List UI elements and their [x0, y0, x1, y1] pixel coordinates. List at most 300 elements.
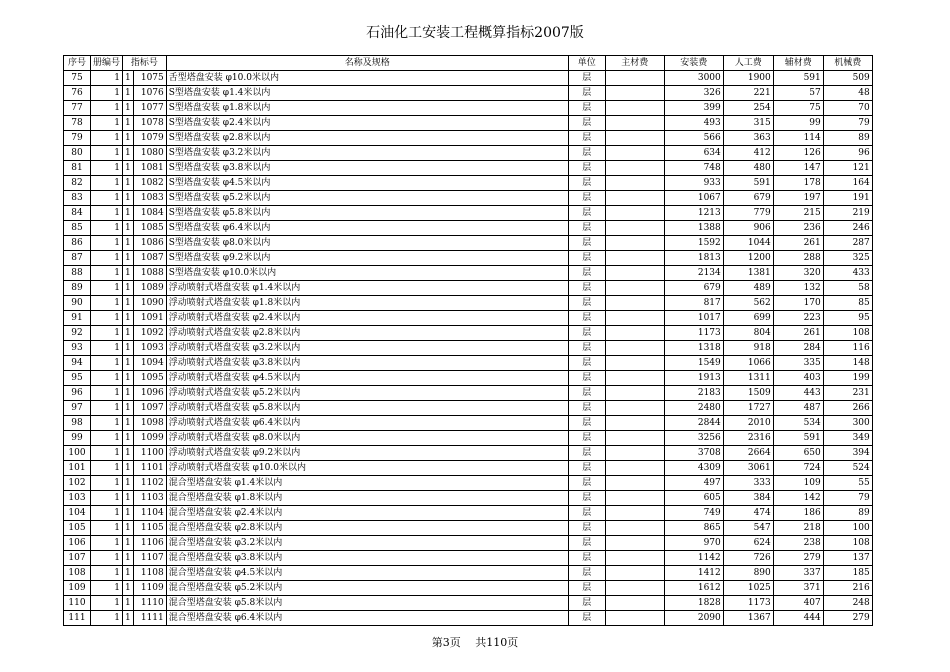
cell-aux-cost: 443 — [773, 386, 823, 401]
cell-labor-cost: 2664 — [723, 446, 773, 461]
table-row — [64, 476, 873, 491]
cell-install-cost: 1813 — [664, 251, 723, 266]
cell-aux-cost: 99 — [773, 116, 823, 131]
cell-volume: 1 — [91, 116, 123, 131]
cell-material-cost — [605, 431, 664, 446]
cell-aux-cost: 236 — [773, 221, 823, 236]
table-row — [64, 356, 873, 371]
cell-machine-cost: 199 — [823, 371, 872, 386]
cell-name: 混合型塔盘安装 φ2.4米以内 — [166, 506, 568, 521]
table-row — [64, 446, 873, 461]
cell-aux-cost: 371 — [773, 581, 823, 596]
cell-sub: 1 — [123, 281, 134, 296]
cell-sub: 1 — [123, 581, 134, 596]
cell-seq: 80 — [64, 146, 91, 161]
cell-sub: 1 — [123, 176, 134, 191]
cell-unit: 层 — [568, 401, 605, 416]
cell-name: 混合型塔盘安装 φ6.4米以内 — [166, 611, 568, 626]
cell-unit: 层 — [568, 86, 605, 101]
cell-index-no: 1103 — [133, 491, 166, 506]
cell-labor-cost: 779 — [723, 206, 773, 221]
cell-name: 浮动喷射式塔盘安装 φ6.4米以内 — [166, 416, 568, 431]
cell-name: 浮动喷射式塔盘安装 φ3.8米以内 — [166, 356, 568, 371]
header-index-no: 指标号 — [123, 56, 167, 71]
cell-index-no: 1106 — [133, 536, 166, 551]
cell-labor-cost: 1900 — [723, 71, 773, 86]
cell-install-cost: 749 — [664, 506, 723, 521]
header-aux-cost: 辅材费 — [773, 56, 823, 71]
table-row — [64, 341, 873, 356]
cell-seq: 87 — [64, 251, 91, 266]
cell-unit: 层 — [568, 506, 605, 521]
cell-install-cost: 679 — [664, 281, 723, 296]
cell-machine-cost: 100 — [823, 521, 872, 536]
cell-sub: 1 — [123, 551, 134, 566]
cell-machine-cost: 55 — [823, 476, 872, 491]
cell-volume: 1 — [91, 491, 123, 506]
cell-volume: 1 — [91, 221, 123, 236]
cell-index-no: 1087 — [133, 251, 166, 266]
cell-labor-cost: 2010 — [723, 416, 773, 431]
cell-install-cost: 2844 — [664, 416, 723, 431]
cell-install-cost: 1213 — [664, 206, 723, 221]
cell-install-cost: 605 — [664, 491, 723, 506]
header-material-cost: 主材费 — [605, 56, 664, 71]
cell-index-no: 1108 — [133, 566, 166, 581]
cell-index-no: 1100 — [133, 446, 166, 461]
cell-aux-cost: 337 — [773, 566, 823, 581]
cell-seq: 76 — [64, 86, 91, 101]
cell-index-no: 1078 — [133, 116, 166, 131]
table-row — [64, 161, 873, 176]
cell-labor-cost: 1727 — [723, 401, 773, 416]
table-row — [64, 251, 873, 266]
cell-index-no: 1104 — [133, 506, 166, 521]
cell-labor-cost: 547 — [723, 521, 773, 536]
cell-material-cost — [605, 131, 664, 146]
cell-aux-cost: 591 — [773, 71, 823, 86]
cell-unit: 层 — [568, 581, 605, 596]
cell-aux-cost: 178 — [773, 176, 823, 191]
cell-name: S型塔盘安装 φ8.0米以内 — [166, 236, 568, 251]
cell-index-no: 1081 — [133, 161, 166, 176]
cell-index-no: 1077 — [133, 101, 166, 116]
cell-seq: 88 — [64, 266, 91, 281]
cell-aux-cost: 279 — [773, 551, 823, 566]
cell-sub: 1 — [123, 116, 134, 131]
cell-install-cost: 3708 — [664, 446, 723, 461]
cell-unit: 层 — [568, 281, 605, 296]
cell-index-no: 1075 — [133, 71, 166, 86]
cell-name: 浮动喷射式塔盘安装 φ9.2米以内 — [166, 446, 568, 461]
cell-labor-cost: 2316 — [723, 431, 773, 446]
cell-machine-cost: 246 — [823, 221, 872, 236]
cell-name: 浮动喷射式塔盘安装 φ10.0米以内 — [166, 461, 568, 476]
cell-unit: 层 — [568, 266, 605, 281]
cell-name: 混合型塔盘安装 φ3.2米以内 — [166, 536, 568, 551]
cell-material-cost — [605, 491, 664, 506]
cell-material-cost — [605, 551, 664, 566]
cell-name: S型塔盘安装 φ5.2米以内 — [166, 191, 568, 206]
cell-aux-cost: 126 — [773, 146, 823, 161]
cell-material-cost — [605, 176, 664, 191]
table-row — [64, 581, 873, 596]
cell-unit: 层 — [568, 536, 605, 551]
cell-unit: 层 — [568, 221, 605, 236]
cell-index-no: 1080 — [133, 146, 166, 161]
cell-sub: 1 — [123, 326, 134, 341]
cell-install-cost: 2480 — [664, 401, 723, 416]
cell-seq: 98 — [64, 416, 91, 431]
cell-index-no: 1099 — [133, 431, 166, 446]
cell-seq: 106 — [64, 536, 91, 551]
cell-install-cost: 566 — [664, 131, 723, 146]
cell-material-cost — [605, 191, 664, 206]
cell-index-no: 1101 — [133, 461, 166, 476]
cell-install-cost: 399 — [664, 101, 723, 116]
table-row — [64, 191, 873, 206]
cell-install-cost: 1913 — [664, 371, 723, 386]
cell-sub: 1 — [123, 86, 134, 101]
cell-volume: 1 — [91, 86, 123, 101]
cell-index-no: 1102 — [133, 476, 166, 491]
cell-index-no: 1082 — [133, 176, 166, 191]
cell-labor-cost: 363 — [723, 131, 773, 146]
cell-sub: 1 — [123, 416, 134, 431]
cell-sub: 1 — [123, 131, 134, 146]
cell-aux-cost: 114 — [773, 131, 823, 146]
cell-seq: 100 — [64, 446, 91, 461]
cell-seq: 91 — [64, 311, 91, 326]
cell-labor-cost: 1025 — [723, 581, 773, 596]
cell-seq: 85 — [64, 221, 91, 236]
page-title: 石油化工安装工程概算指标2007版 — [366, 25, 584, 41]
cell-index-no: 1091 — [133, 311, 166, 326]
cell-labor-cost: 315 — [723, 116, 773, 131]
cell-sub: 1 — [123, 506, 134, 521]
cell-material-cost — [605, 116, 664, 131]
cell-seq: 84 — [64, 206, 91, 221]
cell-unit: 层 — [568, 326, 605, 341]
cell-machine-cost: 216 — [823, 581, 872, 596]
cell-labor-cost: 890 — [723, 566, 773, 581]
cell-seq: 92 — [64, 326, 91, 341]
cell-name: 舌型塔盘安装 φ10.0米以内 — [166, 71, 568, 86]
cell-name: 浮动喷射式塔盘安装 φ4.5米以内 — [166, 371, 568, 386]
cell-name: S型塔盘安装 φ6.4米以内 — [166, 221, 568, 236]
cell-aux-cost: 284 — [773, 341, 823, 356]
cell-machine-cost: 164 — [823, 176, 872, 191]
cell-material-cost — [605, 506, 664, 521]
table-row — [64, 311, 873, 326]
cell-volume: 1 — [91, 566, 123, 581]
cell-seq: 93 — [64, 341, 91, 356]
table-row — [64, 131, 873, 146]
cell-install-cost: 1612 — [664, 581, 723, 596]
cell-labor-cost: 1173 — [723, 596, 773, 611]
cell-machine-cost: 509 — [823, 71, 872, 86]
cell-machine-cost: 524 — [823, 461, 872, 476]
cell-volume: 1 — [91, 206, 123, 221]
cell-material-cost — [605, 401, 664, 416]
cell-unit: 层 — [568, 551, 605, 566]
cell-volume: 1 — [91, 341, 123, 356]
cell-seq: 81 — [64, 161, 91, 176]
cell-volume: 1 — [91, 581, 123, 596]
cell-seq: 104 — [64, 506, 91, 521]
cell-name: 混合型塔盘安装 φ2.8米以内 — [166, 521, 568, 536]
cell-material-cost — [605, 206, 664, 221]
cell-material-cost — [605, 536, 664, 551]
cell-labor-cost: 624 — [723, 536, 773, 551]
cell-sub: 1 — [123, 161, 134, 176]
cell-volume: 1 — [91, 461, 123, 476]
cell-index-no: 1111 — [133, 611, 166, 626]
cell-seq: 102 — [64, 476, 91, 491]
cell-unit: 层 — [568, 191, 605, 206]
cell-sub: 1 — [123, 566, 134, 581]
cell-install-cost: 497 — [664, 476, 723, 491]
cell-volume: 1 — [91, 416, 123, 431]
table-row — [64, 266, 873, 281]
cell-sub: 1 — [123, 521, 134, 536]
cell-machine-cost: 108 — [823, 536, 872, 551]
cell-unit: 层 — [568, 176, 605, 191]
cell-install-cost: 970 — [664, 536, 723, 551]
cell-seq: 79 — [64, 131, 91, 146]
table-row — [64, 431, 873, 446]
cell-machine-cost: 287 — [823, 236, 872, 251]
cell-sub: 1 — [123, 311, 134, 326]
cell-unit: 层 — [568, 521, 605, 536]
cell-index-no: 1109 — [133, 581, 166, 596]
cell-install-cost: 3000 — [664, 71, 723, 86]
table-row — [64, 176, 873, 191]
cell-machine-cost: 325 — [823, 251, 872, 266]
cell-machine-cost: 279 — [823, 611, 872, 626]
cell-index-no: 1096 — [133, 386, 166, 401]
cell-volume: 1 — [91, 161, 123, 176]
cell-seq: 107 — [64, 551, 91, 566]
cell-unit: 层 — [568, 356, 605, 371]
cell-install-cost: 1067 — [664, 191, 723, 206]
cell-index-no: 1094 — [133, 356, 166, 371]
table-row — [64, 536, 873, 551]
cell-labor-cost: 591 — [723, 176, 773, 191]
cell-machine-cost: 89 — [823, 131, 872, 146]
cell-name: 浮动喷射式塔盘安装 φ5.8米以内 — [166, 401, 568, 416]
cell-install-cost: 1388 — [664, 221, 723, 236]
cell-seq: 110 — [64, 596, 91, 611]
cell-name: S型塔盘安装 φ3.2米以内 — [166, 146, 568, 161]
cell-install-cost: 1017 — [664, 311, 723, 326]
cell-sub: 1 — [123, 611, 134, 626]
header-volume: 册编号 — [91, 56, 123, 71]
cell-labor-cost: 254 — [723, 101, 773, 116]
cell-install-cost: 1173 — [664, 326, 723, 341]
cell-name: 混合型塔盘安装 φ5.8米以内 — [166, 596, 568, 611]
cell-volume: 1 — [91, 386, 123, 401]
cell-install-cost: 1549 — [664, 356, 723, 371]
cell-name: S型塔盘安装 φ10.0米以内 — [166, 266, 568, 281]
cell-sub: 1 — [123, 341, 134, 356]
cell-volume: 1 — [91, 356, 123, 371]
cell-volume: 1 — [91, 506, 123, 521]
cell-index-no: 1095 — [133, 371, 166, 386]
cell-machine-cost: 248 — [823, 596, 872, 611]
cell-install-cost: 933 — [664, 176, 723, 191]
cell-material-cost — [605, 386, 664, 401]
cell-aux-cost: 142 — [773, 491, 823, 506]
cell-unit: 层 — [568, 206, 605, 221]
cell-material-cost — [605, 266, 664, 281]
cell-labor-cost: 412 — [723, 146, 773, 161]
cell-material-cost — [605, 566, 664, 581]
cell-volume: 1 — [91, 611, 123, 626]
cell-material-cost — [605, 281, 664, 296]
cell-volume: 1 — [91, 551, 123, 566]
cell-machine-cost: 85 — [823, 296, 872, 311]
cell-name: 混合型塔盘安装 φ3.8米以内 — [166, 551, 568, 566]
cell-labor-cost: 221 — [723, 86, 773, 101]
cell-index-no: 1107 — [133, 551, 166, 566]
cell-material-cost — [605, 461, 664, 476]
cell-sub: 1 — [123, 371, 134, 386]
cell-machine-cost: 108 — [823, 326, 872, 341]
cell-unit: 层 — [568, 491, 605, 506]
cell-seq: 77 — [64, 101, 91, 116]
table-row — [64, 596, 873, 611]
cell-seq: 96 — [64, 386, 91, 401]
cell-install-cost: 634 — [664, 146, 723, 161]
table-row — [64, 491, 873, 506]
cell-material-cost — [605, 86, 664, 101]
cell-sub: 1 — [123, 296, 134, 311]
cell-material-cost — [605, 356, 664, 371]
table-row — [64, 101, 873, 116]
cell-install-cost: 493 — [664, 116, 723, 131]
cell-volume: 1 — [91, 326, 123, 341]
cell-labor-cost: 480 — [723, 161, 773, 176]
cell-unit: 层 — [568, 416, 605, 431]
cell-install-cost: 1142 — [664, 551, 723, 566]
table-row — [64, 611, 873, 626]
cell-sub: 1 — [123, 101, 134, 116]
cell-install-cost: 1318 — [664, 341, 723, 356]
cell-sub: 1 — [123, 266, 134, 281]
cell-material-cost — [605, 476, 664, 491]
cell-unit: 层 — [568, 461, 605, 476]
cell-sub: 1 — [123, 446, 134, 461]
cell-name: S型塔盘安装 φ1.8米以内 — [166, 101, 568, 116]
cell-volume: 1 — [91, 536, 123, 551]
cell-machine-cost: 121 — [823, 161, 872, 176]
cell-machine-cost: 48 — [823, 86, 872, 101]
cell-seq: 97 — [64, 401, 91, 416]
cell-seq: 111 — [64, 611, 91, 626]
cell-index-no: 1085 — [133, 221, 166, 236]
cell-labor-cost: 804 — [723, 326, 773, 341]
cell-sub: 1 — [123, 431, 134, 446]
cell-index-no: 1098 — [133, 416, 166, 431]
cell-volume: 1 — [91, 311, 123, 326]
cell-name: 混合型塔盘安装 φ1.8米以内 — [166, 491, 568, 506]
cell-volume: 1 — [91, 71, 123, 86]
cell-labor-cost: 474 — [723, 506, 773, 521]
cell-volume: 1 — [91, 371, 123, 386]
table-row — [64, 86, 873, 101]
cell-sub: 1 — [123, 491, 134, 506]
cell-seq: 101 — [64, 461, 91, 476]
cell-install-cost: 2090 — [664, 611, 723, 626]
cell-index-no: 1086 — [133, 236, 166, 251]
cell-machine-cost: 394 — [823, 446, 872, 461]
cell-unit: 层 — [568, 446, 605, 461]
cell-volume: 1 — [91, 596, 123, 611]
cell-unit: 层 — [568, 146, 605, 161]
cell-seq: 94 — [64, 356, 91, 371]
header-install-cost: 安装费 — [664, 56, 723, 71]
cell-name: S型塔盘安装 φ5.8米以内 — [166, 206, 568, 221]
cell-unit: 层 — [568, 236, 605, 251]
cell-install-cost: 865 — [664, 521, 723, 536]
cell-aux-cost: 444 — [773, 611, 823, 626]
cell-seq: 103 — [64, 491, 91, 506]
cell-volume: 1 — [91, 401, 123, 416]
cell-labor-cost: 1200 — [723, 251, 773, 266]
header-machine-cost: 机械费 — [823, 56, 872, 71]
cell-unit: 层 — [568, 611, 605, 626]
cell-name: 混合型塔盘安装 φ1.4米以内 — [166, 476, 568, 491]
cell-machine-cost: 219 — [823, 206, 872, 221]
table-row — [64, 326, 873, 341]
table-row — [64, 371, 873, 386]
page-footer: 第3页 共110页 — [431, 636, 519, 649]
cell-seq: 99 — [64, 431, 91, 446]
cell-machine-cost: 89 — [823, 506, 872, 521]
cell-seq: 89 — [64, 281, 91, 296]
cell-material-cost — [605, 221, 664, 236]
cell-name: 浮动喷射式塔盘安装 φ2.4米以内 — [166, 311, 568, 326]
cell-machine-cost: 349 — [823, 431, 872, 446]
cell-material-cost — [605, 161, 664, 176]
cell-unit: 层 — [568, 296, 605, 311]
cell-material-cost — [605, 371, 664, 386]
cell-aux-cost: 218 — [773, 521, 823, 536]
cell-aux-cost: 261 — [773, 236, 823, 251]
cell-labor-cost: 3061 — [723, 461, 773, 476]
cell-index-no: 1105 — [133, 521, 166, 536]
cell-aux-cost: 238 — [773, 536, 823, 551]
table-row — [64, 146, 873, 161]
cell-volume: 1 — [91, 191, 123, 206]
cell-machine-cost: 266 — [823, 401, 872, 416]
cell-sub: 1 — [123, 536, 134, 551]
cell-install-cost: 817 — [664, 296, 723, 311]
table-row — [64, 461, 873, 476]
cell-labor-cost: 384 — [723, 491, 773, 506]
table-row — [64, 236, 873, 251]
cell-name: 浮动喷射式塔盘安装 φ1.4米以内 — [166, 281, 568, 296]
cell-machine-cost: 433 — [823, 266, 872, 281]
cell-install-cost: 1592 — [664, 236, 723, 251]
cell-machine-cost: 185 — [823, 566, 872, 581]
cell-volume: 1 — [91, 146, 123, 161]
header-unit: 单位 — [568, 56, 605, 71]
cell-unit: 层 — [568, 431, 605, 446]
cell-material-cost — [605, 596, 664, 611]
cell-sub: 1 — [123, 401, 134, 416]
